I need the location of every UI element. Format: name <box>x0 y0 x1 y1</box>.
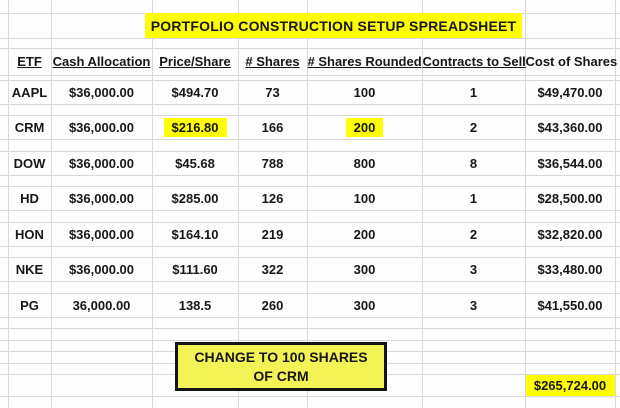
cell-contracts[interactable]: 1 <box>422 187 525 211</box>
callout-line2: OF CRM <box>253 367 309 384</box>
empty-cell <box>51 282 152 294</box>
cell-rounded[interactable]: 200 <box>307 222 422 246</box>
empty-cell <box>51 211 152 223</box>
empty-cell <box>422 317 525 329</box>
empty-cell <box>238 140 307 152</box>
empty-cell <box>615 282 620 294</box>
empty-cell <box>615 116 620 140</box>
empty-cell <box>615 246 620 258</box>
empty-cell <box>615 340 620 352</box>
empty-cell <box>152 397 238 408</box>
empty-cell <box>0 246 8 258</box>
cell-rounded[interactable]: 100 <box>307 80 422 104</box>
empty-cell <box>615 375 620 397</box>
cell-price-highlighted[interactable] <box>152 116 238 140</box>
empty-cell <box>0 317 8 329</box>
cell-cost[interactable]: $49,470.00 <box>525 80 615 104</box>
empty-cell <box>51 38 152 48</box>
empty-cell <box>422 0 525 13</box>
header-cost-of-shares[interactable]: Cost of Shares <box>525 48 615 75</box>
table-row-dow <box>0 151 620 175</box>
empty-cell <box>152 317 238 329</box>
empty-cell <box>0 293 8 317</box>
empty-cell <box>238 329 307 341</box>
empty-cell <box>307 0 422 13</box>
cell-cost[interactable]: $41,550.00 <box>525 293 615 317</box>
cell-etf[interactable]: HON <box>8 222 51 246</box>
empty-cell <box>525 38 615 48</box>
cell-etf[interactable]: PG <box>8 293 51 317</box>
empty-cell <box>0 222 8 246</box>
empty-cell <box>238 38 307 48</box>
empty-cell <box>0 397 8 408</box>
cell-cost[interactable]: $43,360.00 <box>525 116 615 140</box>
empty-cell <box>8 104 51 116</box>
empty-cell <box>51 0 152 13</box>
empty-cell <box>615 211 620 223</box>
empty-cell <box>615 397 620 408</box>
cell-cost[interactable]: $28,500.00 <box>525 187 615 211</box>
empty-cell <box>525 246 615 258</box>
empty-cell <box>0 116 8 140</box>
cell-price[interactable]: $164.10 <box>152 222 238 246</box>
empty-cell <box>615 0 620 13</box>
empty-cell <box>51 375 152 397</box>
empty-cell <box>238 211 307 223</box>
empty-cell <box>615 352 620 364</box>
cell-shares[interactable]: 126 <box>238 187 307 211</box>
empty-cell <box>152 175 238 187</box>
empty-cell <box>0 38 8 48</box>
cell-price[interactable]: $285.00 <box>152 187 238 211</box>
empty-cell <box>422 397 525 408</box>
header-shares-rounded[interactable]: # Shares Rounded <box>307 48 422 75</box>
empty-cell <box>152 329 238 341</box>
cell-contracts[interactable]: 1 <box>422 80 525 104</box>
cell-cost[interactable]: $33,480.00 <box>525 258 615 282</box>
empty-cell <box>0 329 8 341</box>
table-row-hon <box>0 222 620 246</box>
empty-cell <box>0 340 8 352</box>
empty-cell <box>307 104 422 116</box>
cell-rounded[interactable]: 300 <box>307 293 422 317</box>
empty-cell <box>152 38 238 48</box>
cell-rounded[interactable]: 300 <box>307 258 422 282</box>
empty-cell <box>525 104 615 116</box>
callout-line1: CHANGE TO 100 SHARES <box>194 349 368 366</box>
empty-cell <box>0 175 8 187</box>
total-cost-cell[interactable]: $265,724.00 <box>525 375 615 397</box>
callout-box <box>175 342 387 391</box>
empty-cell <box>8 375 51 397</box>
cell-cash[interactable]: $36,000.00 <box>51 258 152 282</box>
table-row-hd <box>0 187 620 211</box>
empty-cell <box>152 211 238 223</box>
cell-rounded[interactable]: 800 <box>307 151 422 175</box>
empty-cell <box>615 13 620 38</box>
cell-shares[interactable]: 73 <box>238 80 307 104</box>
empty-cell <box>8 38 51 48</box>
empty-cell <box>307 282 422 294</box>
header-etf[interactable]: ETF <box>8 48 51 75</box>
empty-cell <box>0 211 8 223</box>
cell-price[interactable]: $111.60 <box>152 258 238 282</box>
empty-cell <box>0 80 8 104</box>
cell-cost[interactable]: $32,820.00 <box>525 222 615 246</box>
empty-cell <box>51 175 152 187</box>
empty-cell <box>422 340 525 352</box>
empty-cell <box>8 211 51 223</box>
empty-cell <box>615 175 620 187</box>
empty-cell <box>525 317 615 329</box>
highlight-crm-price: $216.80 <box>164 118 227 137</box>
empty-cell <box>152 282 238 294</box>
empty-cell <box>525 397 615 408</box>
empty-cell <box>0 282 8 294</box>
empty-cell <box>51 329 152 341</box>
empty-cell <box>238 104 307 116</box>
cell-price[interactable]: $494.70 <box>152 80 238 104</box>
empty-cell <box>422 329 525 341</box>
empty-cell <box>8 340 51 352</box>
empty-cell <box>51 104 152 116</box>
empty-cell <box>422 363 525 375</box>
cell-contracts[interactable]: 8 <box>422 151 525 175</box>
empty-cell <box>615 293 620 317</box>
empty-cell <box>51 13 152 38</box>
empty-cell <box>152 140 238 152</box>
empty-cell <box>615 140 620 152</box>
empty-cell <box>615 38 620 48</box>
cell-etf[interactable]: AAPL <box>8 80 51 104</box>
cell-shares[interactable]: 260 <box>238 293 307 317</box>
empty-cell <box>422 375 525 397</box>
empty-cell <box>152 246 238 258</box>
empty-cell <box>238 175 307 187</box>
header-num-shares[interactable]: # Shares <box>238 48 307 75</box>
empty-cell <box>238 317 307 329</box>
empty-cell <box>238 246 307 258</box>
header-price-share[interactable]: Price/Share <box>152 48 238 75</box>
empty-cell <box>615 329 620 341</box>
cell-cash[interactable]: $36,000.00 <box>51 187 152 211</box>
cell-shares[interactable]: 322 <box>238 258 307 282</box>
empty-cell <box>8 329 51 341</box>
empty-cell <box>8 0 51 13</box>
empty-cell <box>307 397 422 408</box>
cell-price[interactable]: $45.68 <box>152 151 238 175</box>
empty-cell <box>0 187 8 211</box>
empty-cell <box>307 140 422 152</box>
empty-cell <box>307 317 422 329</box>
table-row-nke <box>0 258 620 282</box>
empty-cell <box>422 38 525 48</box>
empty-cell <box>525 282 615 294</box>
empty-cell <box>51 246 152 258</box>
empty-cell <box>51 340 152 352</box>
header-contracts-to-sell[interactable]: Contracts to Sell <box>422 48 525 75</box>
empty-cell <box>525 363 615 375</box>
cell-contracts[interactable]: 3 <box>422 258 525 282</box>
empty-cell <box>0 48 8 75</box>
empty-cell <box>0 363 8 375</box>
empty-cell <box>0 375 8 397</box>
cell-cash[interactable]: $36,000.00 <box>51 80 152 104</box>
empty-cell <box>0 13 8 38</box>
empty-cell <box>0 352 8 364</box>
cell-etf[interactable]: NKE <box>8 258 51 282</box>
empty-cell <box>0 104 8 116</box>
empty-cell <box>51 140 152 152</box>
empty-cell <box>238 282 307 294</box>
cell-cash[interactable]: $36,000.00 <box>51 222 152 246</box>
empty-cell <box>0 140 8 152</box>
table-row-aapl <box>0 80 620 104</box>
empty-cell <box>8 140 51 152</box>
empty-cell <box>525 140 615 152</box>
empty-cell <box>8 397 51 408</box>
empty-cell <box>615 258 620 282</box>
empty-cell <box>51 352 152 364</box>
empty-cell <box>8 352 51 364</box>
empty-cell <box>525 352 615 364</box>
empty-cell <box>307 175 422 187</box>
empty-cell <box>238 397 307 408</box>
empty-cell <box>51 317 152 329</box>
empty-cell <box>525 13 615 38</box>
empty-cell <box>615 222 620 246</box>
empty-cell <box>0 258 8 282</box>
cell-etf[interactable]: CRM <box>8 116 51 140</box>
cell-shares[interactable]: 166 <box>238 116 307 140</box>
empty-cell <box>8 282 51 294</box>
empty-cell <box>8 175 51 187</box>
empty-cell <box>615 151 620 175</box>
empty-cell <box>422 140 525 152</box>
empty-cell <box>51 397 152 408</box>
empty-cell <box>8 246 51 258</box>
empty-cell <box>238 0 307 13</box>
empty-cell <box>615 104 620 116</box>
cell-price[interactable]: 138.5 <box>152 293 238 317</box>
cell-rounded[interactable]: 100 <box>307 187 422 211</box>
highlight-crm-rounded: 200 <box>346 118 384 137</box>
empty-cell <box>422 175 525 187</box>
empty-cell <box>0 0 8 13</box>
empty-cell <box>8 13 51 38</box>
empty-cell <box>525 340 615 352</box>
table-row-pg <box>0 293 620 317</box>
empty-cell <box>307 246 422 258</box>
empty-cell <box>525 329 615 341</box>
empty-cell <box>525 211 615 223</box>
empty-cell <box>525 175 615 187</box>
cell-cash[interactable]: 36,000.00 <box>51 293 152 317</box>
cell-contracts[interactable]: 2 <box>422 116 525 140</box>
empty-cell <box>51 363 152 375</box>
cell-shares[interactable]: 788 <box>238 151 307 175</box>
empty-cell <box>307 211 422 223</box>
empty-cell <box>0 151 8 175</box>
cell-etf[interactable]: HD <box>8 187 51 211</box>
empty-cell <box>615 187 620 211</box>
empty-cell <box>422 104 525 116</box>
cell-contracts[interactable]: 2 <box>422 222 525 246</box>
empty-cell <box>8 363 51 375</box>
empty-cell <box>615 80 620 104</box>
cell-shares[interactable]: 219 <box>238 222 307 246</box>
empty-cell <box>422 246 525 258</box>
empty-cell <box>8 317 51 329</box>
cell-etf[interactable]: DOW <box>8 151 51 175</box>
empty-cell <box>615 317 620 329</box>
empty-cell <box>422 282 525 294</box>
empty-cell <box>422 211 525 223</box>
table-row-crm <box>0 116 620 140</box>
empty-cell <box>525 0 615 13</box>
cell-rounded-highlighted[interactable] <box>307 116 422 140</box>
cell-cash[interactable]: $36,000.00 <box>51 151 152 175</box>
empty-cell <box>615 363 620 375</box>
empty-cell <box>422 352 525 364</box>
cell-cash[interactable]: $36,000.00 <box>51 116 152 140</box>
empty-cell <box>307 38 422 48</box>
empty-cell <box>152 104 238 116</box>
cell-cost[interactable]: $36,544.00 <box>525 151 615 175</box>
sheet-title: PORTFOLIO CONSTRUCTION SETUP SPREADSHEET <box>145 13 522 38</box>
cell-contracts[interactable]: 3 <box>422 293 525 317</box>
header-row <box>0 48 620 75</box>
empty-cell <box>152 0 238 13</box>
header-cash-allocation[interactable]: Cash Allocation <box>51 48 152 75</box>
empty-cell <box>307 329 422 341</box>
